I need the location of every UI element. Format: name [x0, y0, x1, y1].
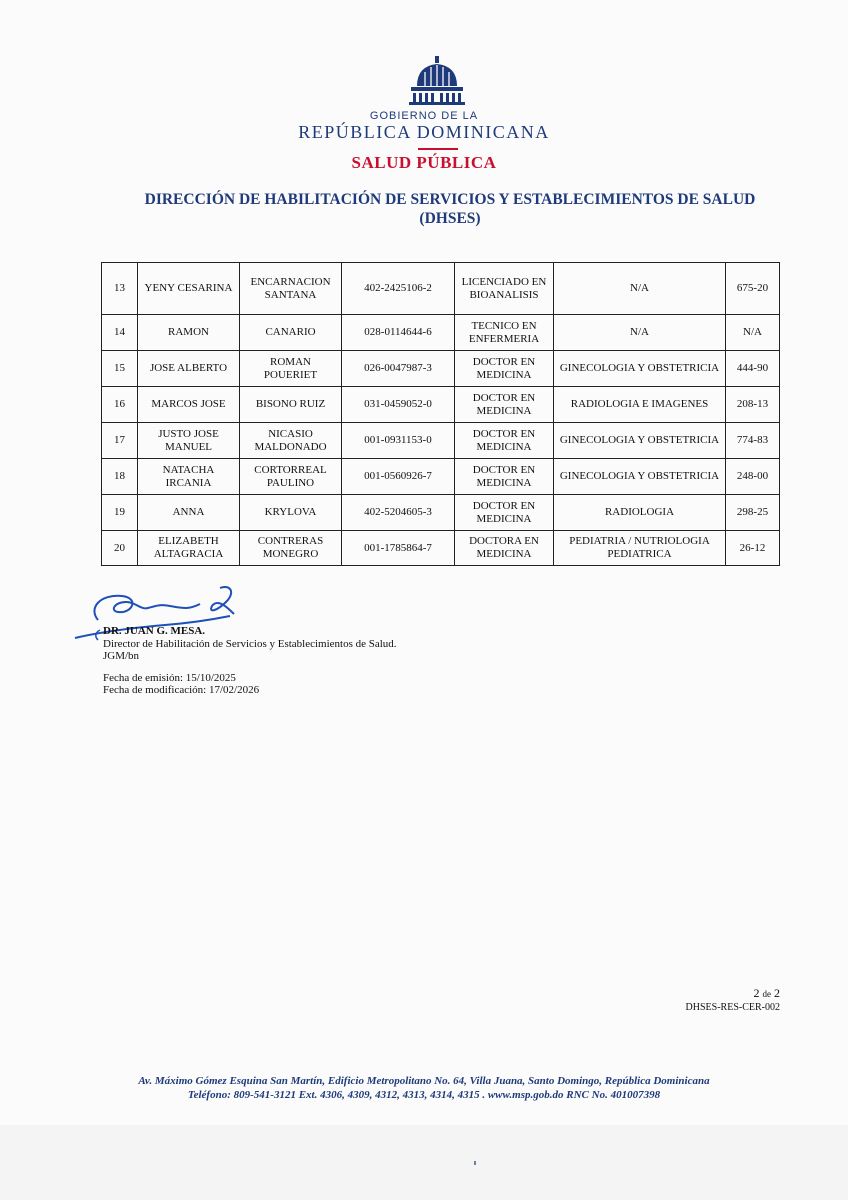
table-row: [102, 315, 780, 351]
first-name: ELIZABETH ALTAGRACIA: [138, 531, 240, 566]
scan-mark: [474, 1161, 476, 1165]
last-name: KRYLOVA: [240, 495, 342, 531]
id-number: 028-0114644-6: [342, 315, 455, 351]
last-name: CONTRERAS MONEGRO: [240, 531, 342, 566]
table-row: [102, 531, 780, 566]
row-number: 20: [102, 531, 138, 566]
footer: [0, 1074, 848, 1102]
specialty: N/A: [554, 315, 726, 351]
page-total: 2: [774, 986, 780, 1000]
id-number: 001-0560926-7: [342, 459, 455, 495]
modification-date: Fecha de modificación: 17/02/2026: [103, 684, 260, 696]
document-dates: [103, 672, 259, 696]
profession: DOCTOR EN MEDICINA: [455, 459, 554, 495]
specialty: RADIOLOGIA E IMAGENES: [554, 387, 726, 423]
specialty: GINECOLOGIA Y OBSTETRICIA: [554, 351, 726, 387]
title-line-1: DIRECCIÓN DE HABILITACIÓN DE SERVICIOS Y ESTABLECIMIENTOS DE SALUD: [144, 191, 756, 208]
exequatur: 248-00: [726, 459, 780, 495]
row-number: 19: [102, 495, 138, 531]
table-row: [102, 495, 780, 531]
exequatur: 208-13: [726, 387, 780, 423]
row-number: 13: [102, 263, 138, 315]
first-name: YENY CESARINA: [138, 263, 240, 315]
signature-block: [103, 625, 397, 663]
signer-role: Director de Habilitación de Servicios y Establecimientos de Salud.: [103, 637, 397, 650]
government-crest-icon: [407, 56, 467, 106]
last-name: CANARIO: [240, 315, 342, 351]
id-number: 001-0931153-0: [342, 423, 455, 459]
first-name: RAMON: [138, 315, 240, 351]
document-title: [100, 190, 800, 228]
id-number: 001-1785864-7: [342, 531, 455, 566]
ministry-name: SALUD PÚBLICA: [351, 153, 497, 172]
row-number: 15: [102, 351, 138, 387]
issue-date: Fecha de emisión: 15/10/2025: [103, 672, 236, 684]
profession: DOCTOR EN MEDICINA: [455, 387, 554, 423]
first-name: ANNA: [138, 495, 240, 531]
last-name: NICASIO MALDONADO: [240, 423, 342, 459]
last-name: ENCARNACION SANTANA: [240, 263, 342, 315]
profession: TECNICO EN ENFERMERIA: [455, 315, 554, 351]
table-row: [102, 459, 780, 495]
personnel-table: [101, 262, 780, 566]
table-row: [102, 423, 780, 459]
id-number: 402-2425106-2: [342, 263, 455, 315]
specialty: GINECOLOGIA Y OBSTETRICIA: [554, 459, 726, 495]
footer-contact: Teléfono: 809-541-3121 Ext. 4306, 4309, 4312, 4313, 4314, 4315 . www.msp.gob.do RNC No. 401007398: [187, 1089, 661, 1101]
first-name: JUSTO JOSE MANUEL: [138, 423, 240, 459]
last-name: BISONO RUIZ: [240, 387, 342, 423]
government-label: GOBIERNO DE LA: [369, 110, 479, 122]
signer-initials: JGM/bn: [103, 650, 140, 662]
exequatur: 298-25: [726, 495, 780, 531]
page-current: 2: [753, 986, 760, 1000]
title-line-2: (DHSES): [419, 210, 481, 227]
footer-address: Av. Máximo Gómez Esquina San Martín, Edificio Metropolitano No. 64, Villa Juana, Santo Domingo, República Dominicana: [138, 1075, 710, 1087]
exequatur: 26-12: [726, 531, 780, 566]
last-name: ROMAN POUERIET: [240, 351, 342, 387]
row-number: 18: [102, 459, 138, 495]
divider: [418, 148, 458, 150]
specialty: N/A: [554, 263, 726, 315]
page-indicator: [686, 986, 780, 1015]
profession: LICENCIADO EN BIOANALISIS: [455, 263, 554, 315]
id-number: 402-5204605-3: [342, 495, 455, 531]
row-number: 17: [102, 423, 138, 459]
first-name: MARCOS JOSE: [138, 387, 240, 423]
id-number: 026-0047987-3: [342, 351, 455, 387]
row-number: 14: [102, 315, 138, 351]
signer-name: DR. JUAN G. MESA.: [103, 625, 206, 637]
exequatur: 444-90: [726, 351, 780, 387]
country-name: REPÚBLICA DOMINICANA: [298, 122, 550, 142]
table-row: [102, 351, 780, 387]
first-name: JOSE ALBERTO: [138, 351, 240, 387]
document-code: DHSES-RES-CER-002: [685, 1002, 780, 1013]
specialty: PEDIATRIA / NUTRIOLOGIA PEDIATRICA: [554, 531, 726, 566]
id-number: 031-0459052-0: [342, 387, 455, 423]
profession: DOCTOR EN MEDICINA: [455, 351, 554, 387]
profession: DOCTOR EN MEDICINA: [455, 495, 554, 531]
profession: DOCTORA EN MEDICINA: [455, 531, 554, 566]
first-name: NATACHA IRCANIA: [138, 459, 240, 495]
last-name: CORTORREAL PAULINO: [240, 459, 342, 495]
row-number: 16: [102, 387, 138, 423]
exequatur: 774-83: [726, 423, 780, 459]
exequatur: N/A: [726, 315, 780, 351]
table-row: [102, 263, 780, 315]
profession: DOCTOR EN MEDICINA: [455, 423, 554, 459]
table-row: [102, 387, 780, 423]
specialty: GINECOLOGIA Y OBSTETRICIA: [554, 423, 726, 459]
page-of: de: [762, 989, 771, 999]
exequatur: 675-20: [726, 263, 780, 315]
specialty: RADIOLOGIA: [554, 495, 726, 531]
